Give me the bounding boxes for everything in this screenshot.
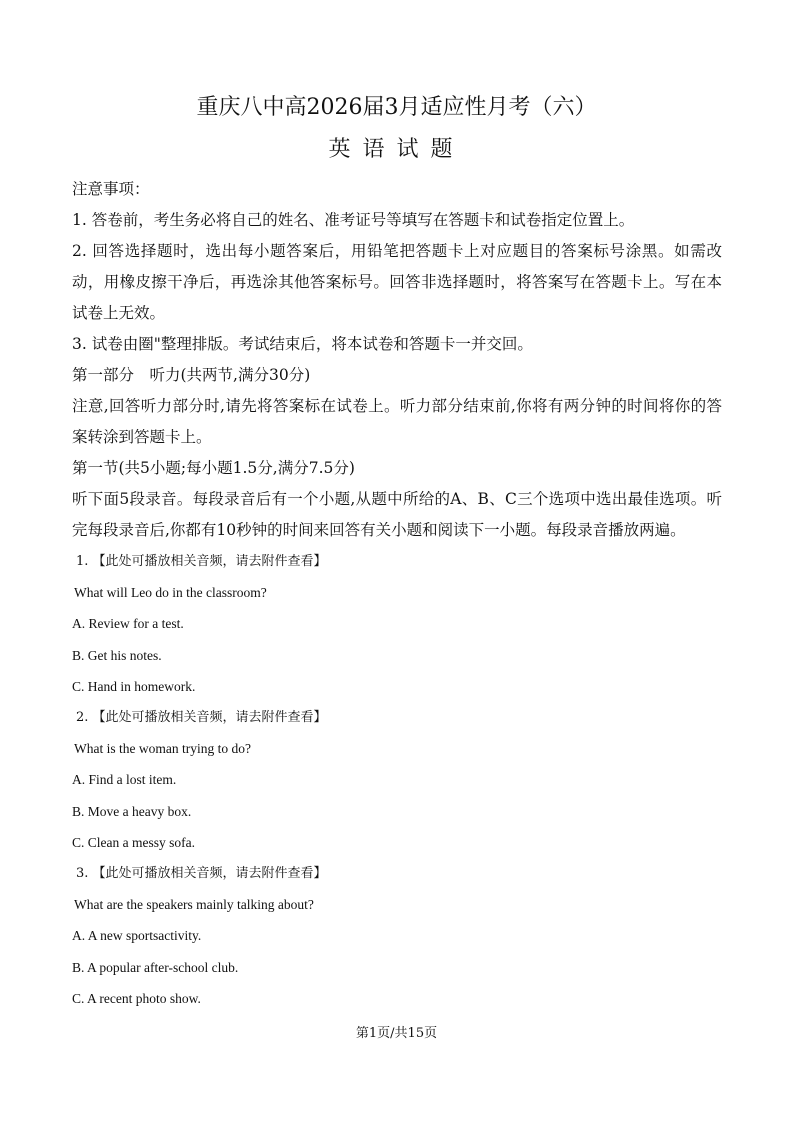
- question-2-stem: What is the woman trying to do?: [74, 741, 251, 757]
- question-3-option-a: A. A new sportsactivity.: [72, 928, 202, 944]
- part1-heading: 第一部分 听力(共两节,满分30分): [72, 366, 311, 384]
- section1-heading: 第一节(共5小题;每小题1.5分,满分7.5分): [72, 459, 355, 477]
- part1-note: 注意,回答听力部分时,请先将答案标在试卷上。听力部分结束前,你将有两分钟的时间将你的答案转涂到答题卡上。: [72, 397, 722, 446]
- notice-item-2: 2. 回答选择题时，选出每小题答案后，用铅笔把答题卡上对应题目的答案标号涂黑。如需改动，用橡皮擦干净后，再选涂其他答案标号。回答非选择题时，将答案写在答题卡上。写在本试卷上无效。: [72, 242, 722, 322]
- question-1-head: 1. 【此处可播放相关音频，请去附件查看】: [76, 554, 327, 569]
- notice-item-1: 1. 答卷前，考生务必将自己的姓名、准考证号等填写在答题卡和试卷指定位置上。: [72, 211, 635, 229]
- question-1: [72, 546, 722, 702]
- question-2-option-a: A. Find a lost item.: [72, 772, 177, 788]
- question-3: [72, 858, 722, 1014]
- question-1-stem: What will Leo do in the classroom?: [74, 585, 267, 601]
- exam-content: [72, 174, 722, 1014]
- question-3-option-c: C. A recent photo show.: [72, 990, 201, 1006]
- question-1-option-c: C. Hand in homework.: [72, 678, 196, 694]
- notice-heading: 注意事项：: [72, 180, 150, 198]
- question-2-option-b: B. Move a heavy box.: [72, 803, 192, 819]
- section1-instructions: 听下面5段录音。每段录音后有一个小题,从题中所给的A、B、C三个选项中选出最佳选项。听完每段录音后,你都有10秒钟的时间来回答有关小题和阅读下一小题。每段录音播放两遍。: [72, 490, 722, 539]
- question-3-stem: What are the speakers mainly talking about?: [74, 897, 314, 913]
- question-1-option-b: B. Get his notes.: [72, 647, 162, 663]
- question-2: [72, 702, 722, 858]
- exam-title: 重庆八中高2026届3月适应性月考（六）: [196, 95, 597, 120]
- page-footer: 第1页/共15页: [355, 1026, 438, 1041]
- question-3-option-b: B. A popular after-school club.: [72, 959, 239, 975]
- question-3-head: 3. 【此处可播放相关音频，请去附件查看】: [76, 866, 327, 882]
- exam-subtitle: 英语试题: [328, 137, 465, 162]
- question-2-head: 2. 【此处可播放相关音频，请去附件查看】: [76, 710, 327, 726]
- notice-item-3: 3. 试卷由圈"整理排版。考试结束后，将本试卷和答题卡一并交回。: [72, 335, 533, 353]
- question-1-option-a: A. Review for a test.: [72, 616, 184, 632]
- question-2-option-c: C. Clean a messy sofa.: [72, 834, 195, 850]
